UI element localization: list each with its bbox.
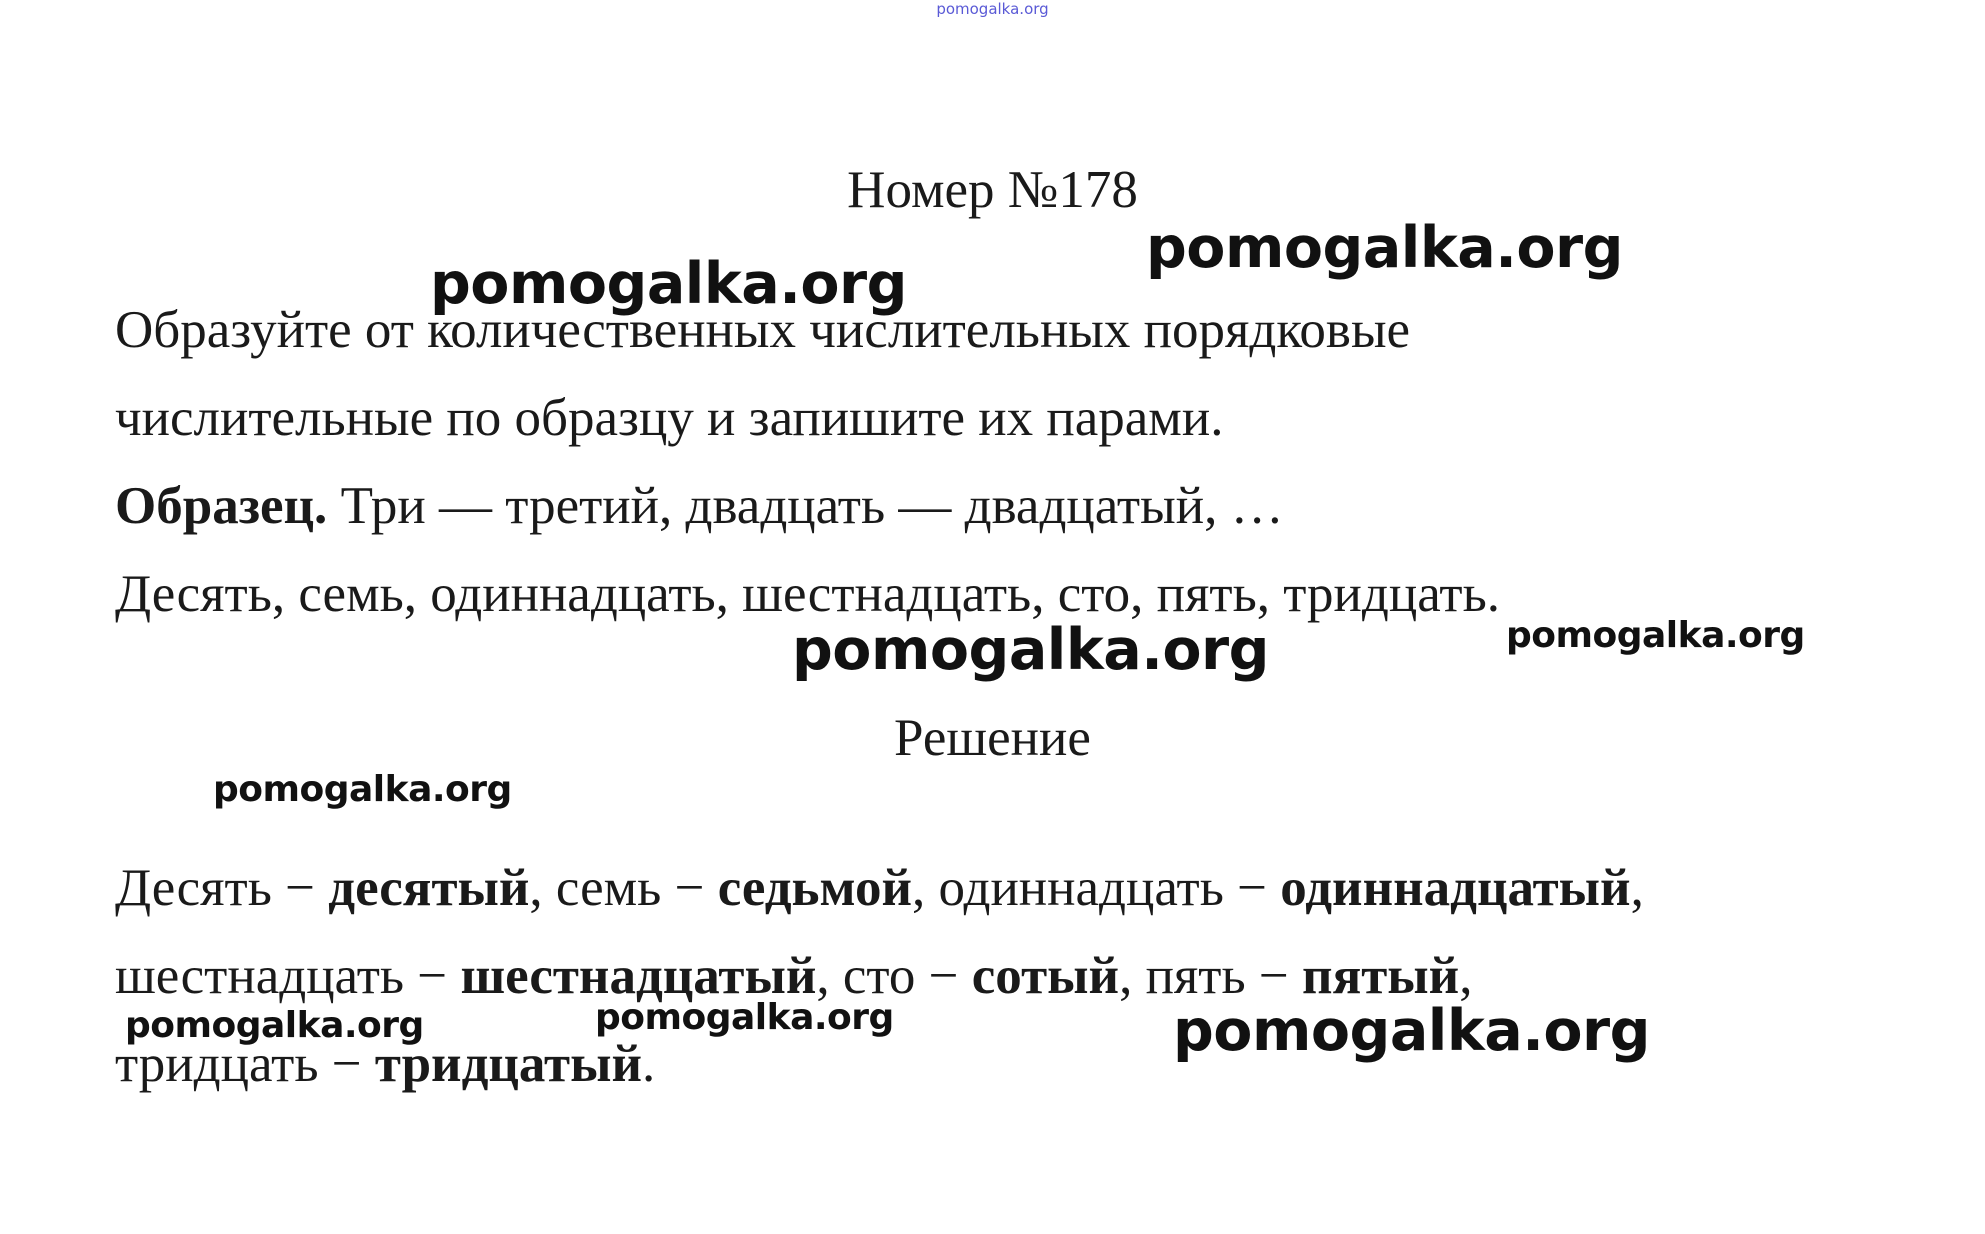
- solution-heading: Решение: [894, 709, 1091, 767]
- watermark-top: pomogalka.org: [936, 0, 1049, 18]
- pair-dash: −: [271, 859, 329, 917]
- page-title: Номер №178: [847, 161, 1138, 219]
- watermark-overlay: pomogalka.org: [1173, 998, 1650, 1064]
- watermark-overlay: pomogalka.org: [595, 997, 894, 1038]
- pair-ordinal: тридцатый: [374, 1035, 643, 1093]
- pair-punct: ,: [529, 859, 543, 917]
- pair-cardinal: Десять: [115, 859, 272, 917]
- pair-ordinal: седьмой: [717, 859, 912, 917]
- task-line-2: числительные по образцу и запишите их парами.: [115, 389, 1224, 447]
- watermark-overlay: pomogalka.org: [1506, 615, 1805, 656]
- pair-punct: ,: [1459, 947, 1473, 1005]
- pair-cardinal: одиннадцать: [938, 859, 1224, 917]
- watermark-overlay: pomogalka.org: [213, 769, 512, 810]
- pair-cardinal: сто: [842, 947, 916, 1005]
- pair-ordinal: пятый: [1302, 947, 1460, 1005]
- sample-text: Три — третий, двадцать — двадцатый, …: [327, 477, 1284, 535]
- pair-dash: −: [1245, 947, 1303, 1005]
- pair-ordinal: одиннадцатый: [1280, 859, 1631, 917]
- watermark-overlay: pomogalka.org: [1146, 215, 1623, 281]
- watermark-overlay: pomogalka.org: [430, 251, 907, 317]
- pair-cardinal: тридцать: [115, 1035, 319, 1093]
- pair-ordinal: десятый: [328, 859, 530, 917]
- pair-dash: −: [404, 947, 461, 1005]
- solution-line-1: [115, 858, 1644, 918]
- pair-punct: ,: [912, 859, 926, 917]
- pair-punct: ,: [816, 947, 830, 1005]
- pair-dash: −: [661, 859, 718, 917]
- sample-line: [115, 476, 1284, 536]
- numbers-line: Десять, семь, одиннадцать, шестнадцать, сто, пять, тридцать.: [115, 565, 1500, 623]
- pair-dash: −: [1223, 859, 1281, 917]
- pair-punct: ,: [1119, 947, 1133, 1005]
- pair-dash: −: [318, 1035, 375, 1093]
- pair-dash: −: [915, 947, 972, 1005]
- pair-punct: .: [642, 1035, 656, 1093]
- task-line-1: Образуйте от количественных числительных порядковые: [115, 301, 1411, 359]
- pair-cardinal: семь: [555, 859, 662, 917]
- watermark-overlay: pomogalka.org: [792, 617, 1269, 683]
- pair-ordinal: шестнадцатый: [460, 947, 817, 1005]
- pair-punct: ,: [1630, 859, 1644, 917]
- pair-cardinal: пять: [1145, 947, 1246, 1005]
- pair-cardinal: шестнадцать: [115, 947, 405, 1005]
- sample-label: Образец.: [115, 477, 328, 535]
- watermark-overlay: pomogalka.org: [125, 1005, 424, 1046]
- pair-ordinal: сотый: [971, 947, 1120, 1005]
